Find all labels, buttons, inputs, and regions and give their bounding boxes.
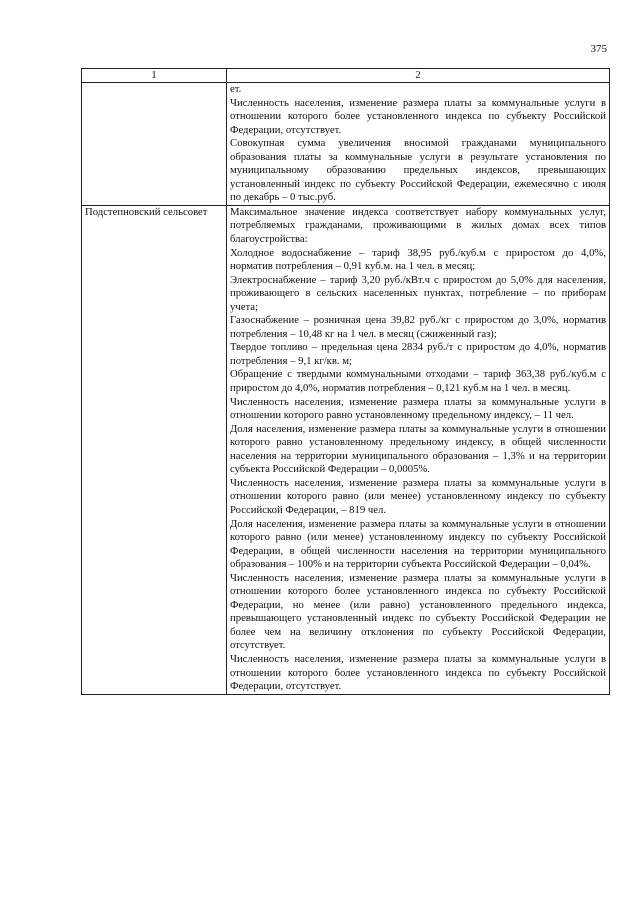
paragraph: Доля населения, изменение размера платы за коммунальные услуги в отношении которого равно установленному предельному индексу, в общей численности населения на территории муниципального образования – 1,3% и на территории субъекта Российской Федерации – 0,0005%.: [230, 422, 606, 476]
paragraph: Доля населения, изменение размера платы за коммунальные услуги в отношении которого равно (или менее) установленному индексу по субъекту Российской Федерации, в общей численности населения на территории муниципального образования – 100% и на территории субъекта Российской Федерации – 0,04%.: [230, 517, 606, 571]
paragraph: Совокупная сумма увеличения вносимой гражданами муниципального образования платы за коммунальные услуги в результате установления по муниципальному образованию предельных индексов, превышающих установленный индекс по субъекту Российской Федерации, ежемесячно с июля по декабрь – 0 тыс.руб.: [230, 137, 606, 204]
paragraph: Твердое топливо – предельная цена 2834 руб./т с приростом до 4,0%, норматив потребления – 9,1 кг/кв. м;: [230, 341, 606, 367]
column-header-1: 1: [82, 69, 227, 83]
paragraph: Численность населения, изменение размера платы за коммунальные услуги в отношении которого равно (или менее) установленному индексу по субъекту Российской Федерации, – 819 чел.: [230, 476, 606, 516]
paragraph: Максимальное значение индекса соответствует набору коммунальных услуг, потребляемых гражданами, проживающими в жилых домах всех типов благоустройства:: [230, 205, 606, 246]
table-header-row: [82, 69, 610, 83]
column-header-2: 2: [227, 69, 610, 83]
document-table: [81, 68, 610, 695]
paragraph: ет.: [230, 83, 242, 95]
municipality-cell: [82, 83, 227, 206]
paragraph: Холодное водоснабжение – тариф 38,95 руб./куб.м с приростом до 4,0%, норматив потребления – 0,91 куб.м. на 1 чел. в месяц;: [230, 246, 606, 273]
paragraph: Электроснабжение – тариф 3,20 руб./кВт.ч с приростом до 5,0% для населения, проживающего в сельских населенных пунктах, потребление – по приборам учета;: [230, 273, 606, 313]
paragraph: Численность населения, изменение размера платы за коммунальные услуги в отношении которого более установленного индекса по субъекту Российской Федерации, но менее (или равно) установленного предельного индекса, превышающего установленный индекс по субъекту Российской Федерации не более чем на величину отклонения по субъекту Российской Федерации, отсутствует.: [230, 571, 606, 652]
paragraph: Численность населения, изменение размера платы за коммунальные услуги в отношении которого более установленного индекса по субъекту Российской Федерации, отсутствует.: [230, 652, 606, 693]
description-cell: [227, 205, 610, 694]
paragraph: Численность населения, изменение размера платы за коммунальные услуги в отношении которого равно установленному предельному индексу, – 11 чел.: [230, 395, 606, 422]
paragraph: Обращение с твердыми коммунальными отходами – тариф 363,38 руб./куб.м с приростом до 4,0%, норматив потребления – 0,121 куб.м на 1 чел. в месяц.: [230, 368, 606, 395]
page-number: 375: [590, 43, 607, 55]
paragraph: Газоснабжение – розничная цена 39,82 руб./кг с приростом до 3,0%, норматив потребления – 10,48 кг на 1 чел. в месяц (сжиженный газ);: [230, 314, 606, 340]
paragraph: Численность населения, изменение размера платы за коммунальные услуги в отношении которого более установленного индекса по субъекту Российской Федерации, отсутствует.: [230, 96, 606, 136]
table-row: [82, 83, 610, 206]
municipality-cell: Подстепновский сельсовет: [82, 205, 227, 694]
description-cell: [227, 83, 610, 206]
table-row: [82, 205, 610, 694]
